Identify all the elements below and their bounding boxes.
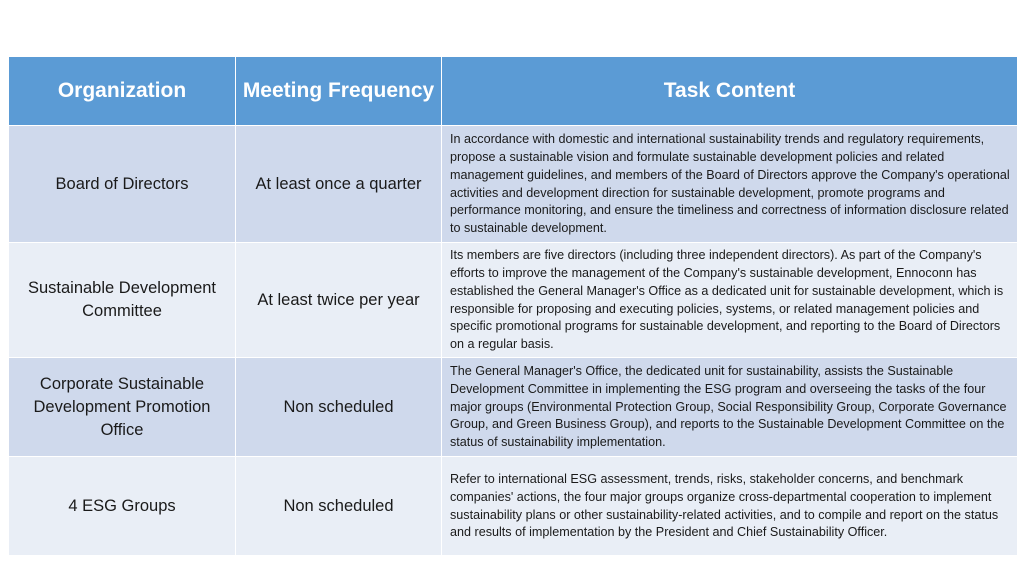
task-cell: Refer to international ESG assessment, trends, risks, stakeholder concerns, and benchmark companies' actions, the four major groups organize cross-departmental cooperation to implement sustainability plans or other sustainability-related activities, and to compile and report on the status and results of implementation by the President and Chief Sustainability Officer.	[442, 457, 1018, 556]
organization-cell: Corporate Sustainable Development Promotion Office	[9, 358, 236, 457]
header-row	[9, 57, 1018, 126]
frequency-cell: Non scheduled	[236, 457, 442, 556]
header-organization: Organization	[9, 57, 236, 126]
table-row	[9, 126, 1018, 243]
table-row	[9, 243, 1018, 358]
organization-cell: Sustainable Development Committee	[9, 243, 236, 358]
task-cell: Its members are five directors (including three independent directors). As part of the Company's efforts to improve the management of the Company's sustainable development, Ennoconn has established the General Manager's Office as a dedicated unit for sustainable development, which is responsible for proposing and executing policies, systems, or related management policies and specific promotional programs for sustainable development, and reporting to the Board of Directors on a regular basis.	[442, 243, 1018, 358]
task-cell: In accordance with domestic and international sustainability trends and regulatory requirements, propose a sustainable vision and formulate sustainable development policies and related management guidelines, and members of the Board of Directors approve the Company's operational activities and development direction for sustainable development, promote programs and performance monitoring, and ensure the timeliness and correctness of information disclosure related to sustainable development.	[442, 126, 1018, 243]
table-row	[9, 457, 1018, 556]
frequency-cell: At least once a quarter	[236, 126, 442, 243]
frequency-cell: At least twice per year	[236, 243, 442, 358]
task-cell: The General Manager's Office, the dedicated unit for sustainability, assists the Sustainable Development Committee in implementing the ESG program and overseeing the tasks of the four major groups (Environmental Protection Group, Social Responsibility Group, Corporate Governance Group, and Green Business Group), and reports to the Sustainable Development Committee on the status of sustainability implementation.	[442, 358, 1018, 457]
organization-cell: Board of Directors	[9, 126, 236, 243]
header-task-content: Task Content	[442, 57, 1018, 126]
governance-table	[8, 56, 1018, 556]
frequency-cell: Non scheduled	[236, 358, 442, 457]
table-row	[9, 358, 1018, 457]
header-meeting-frequency: Meeting Frequency	[236, 57, 442, 126]
organization-cell: 4 ESG Groups	[9, 457, 236, 556]
